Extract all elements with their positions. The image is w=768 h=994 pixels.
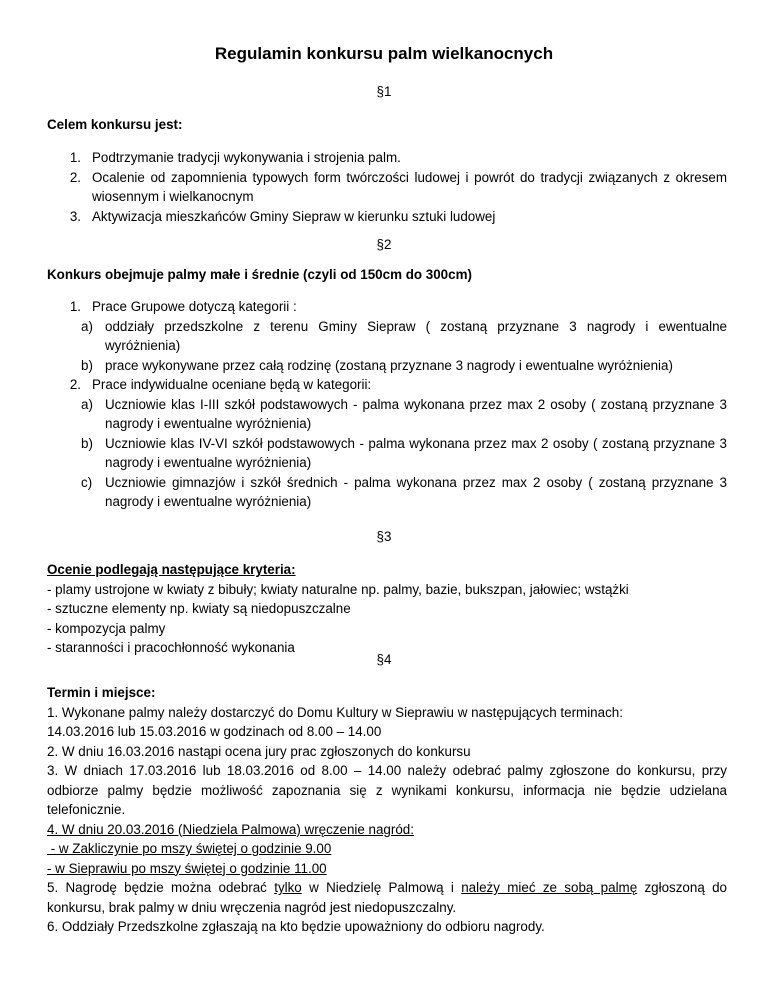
term-paragraph: 4. W dniu 20.03.2016 (Niedziela Palmowa) wręczenie nagród: [47, 821, 414, 837]
list-item: 3. Aktywizacja mieszkańców Gminy Siepraw w kierunku sztuki ludowej [69, 208, 496, 224]
list-item: 2. Prace indywidualne oceniane będą w kategorii: [69, 377, 372, 392]
criteria-line: - kompozycja palmy [47, 620, 166, 636]
term-paragraph: 2. W dniu 16.03.2016 nastąpi ocena jury prac zgłoszonych do konkursu [47, 743, 471, 759]
list-subitem: a) Uczniowie klas I-III szkół podstawowych - palma wykonana przez max 2 osoby ( zostaną przyznane 3 nagrody i ewentualne wyróżnienia) [81, 396, 727, 431]
section-3-sign: §3 [376, 529, 392, 544]
section-3-heading: Ocenie podlegają następujące kryteria: [47, 562, 296, 577]
term-paragraph: 1. Wykonane palmy należy dostarczyć do Domu Kultury w Sieprawiu w następujących terminach: [47, 704, 623, 720]
term-paragraph: - w Sieprawiu po mszy świętej o godzinie 11.00 [47, 860, 327, 876]
term-paragraph: - w Zakliczynie po mszy świętej o godzinie 9.00 [47, 841, 332, 856]
term-paragraph: 6. Oddziały Przedszkolne zgłaszają na kto będzie upoważniony do odbioru nagrody. [47, 919, 545, 934]
section-2-heading: Konkurs obejmuje palmy małe i średnie (czyli od 150cm do 300cm) [47, 267, 472, 282]
criteria-line: - sztuczne elementy np. kwiaty są niedopuszczalne [47, 601, 351, 616]
section-4-sign: §4 [376, 652, 392, 667]
list-item: 2. Ocalenie od zapomnienia typowych form twórczości ludowej i powrót do tradycji związanych z okresem wiosennym i wielkanocnym [69, 169, 727, 204]
section-1-list [47, 148, 727, 226]
list-item: 1. Podtrzymanie tradycji wykonywania i strojenia palm. [69, 150, 401, 165]
list-item: 1. Prace Grupowe dotyczą kategorii : [69, 299, 297, 314]
criteria-line: - staranności i pracochłonność wykonania [47, 640, 295, 655]
section-3-body [47, 560, 727, 658]
section-2-list [47, 297, 727, 512]
section-2-sign: §2 [376, 237, 392, 252]
list-subitem: c) Uczniowie gimnazjów i szkół średnich - palma wykonana przez max 2 osoby ( zostaną przyznane 3 nagrody i ewentualne wyróżnienia) [81, 474, 727, 509]
term-paragraph: 5. Nagrodę będzie można odebrać tylko w Niedzielę Palmową i należy mieć ze sobą palmę zgłoszoną do konkursu, brak palmy w dniu wręczenia nagród jest niedopuszczalny. [47, 880, 727, 915]
criteria-line: - plamy ustrojone w kwiaty z bibuły; kwiaty naturalne np. palmy, bazie, bukszpan, jałowiec; wstążki [47, 581, 629, 597]
list-subitem: b) Uczniowie klas IV-VI szkół podstawowych - palma wykonana przez max 2 osoby ( zostaną przyznane 3 nagrody i ewentualne wyróżnienia) [81, 435, 727, 470]
list-subitem: b) prace wykonywane przez całą rodzinę (zostaną przyznane 3 nagrody i ewentualne wyróżnienia) [81, 357, 673, 373]
section-4-body [47, 683, 727, 937]
list-subitem: a) oddziały przedszkolne z terenu Gminy Siepraw ( zostaną przyznane 3 nagrody i ewentualne wyróżnienia) [81, 318, 727, 353]
term-paragraph: 3. W dniach 17.03.2016 lub 18.03.2016 od 8.00 – 14.00 należy odebrać palmy zgłoszone do konkursu, przy odbiorze palmy będzie możliwość zapoznania się z wynikami konkursu, informacja nie będzie udzielana telefonicznie. [47, 763, 727, 817]
section-1-heading: Celem konkursu jest: [47, 117, 183, 132]
document-title: Regulamin konkursu palm wielkanocnych [214, 44, 554, 63]
section-4-heading: Termin i miejsce: [47, 685, 156, 700]
term-paragraph: 14.03.2016 lub 15.03.2016 w godzinach od 8.00 – 14.00 [47, 724, 382, 739]
section-1-sign: §1 [376, 84, 392, 99]
